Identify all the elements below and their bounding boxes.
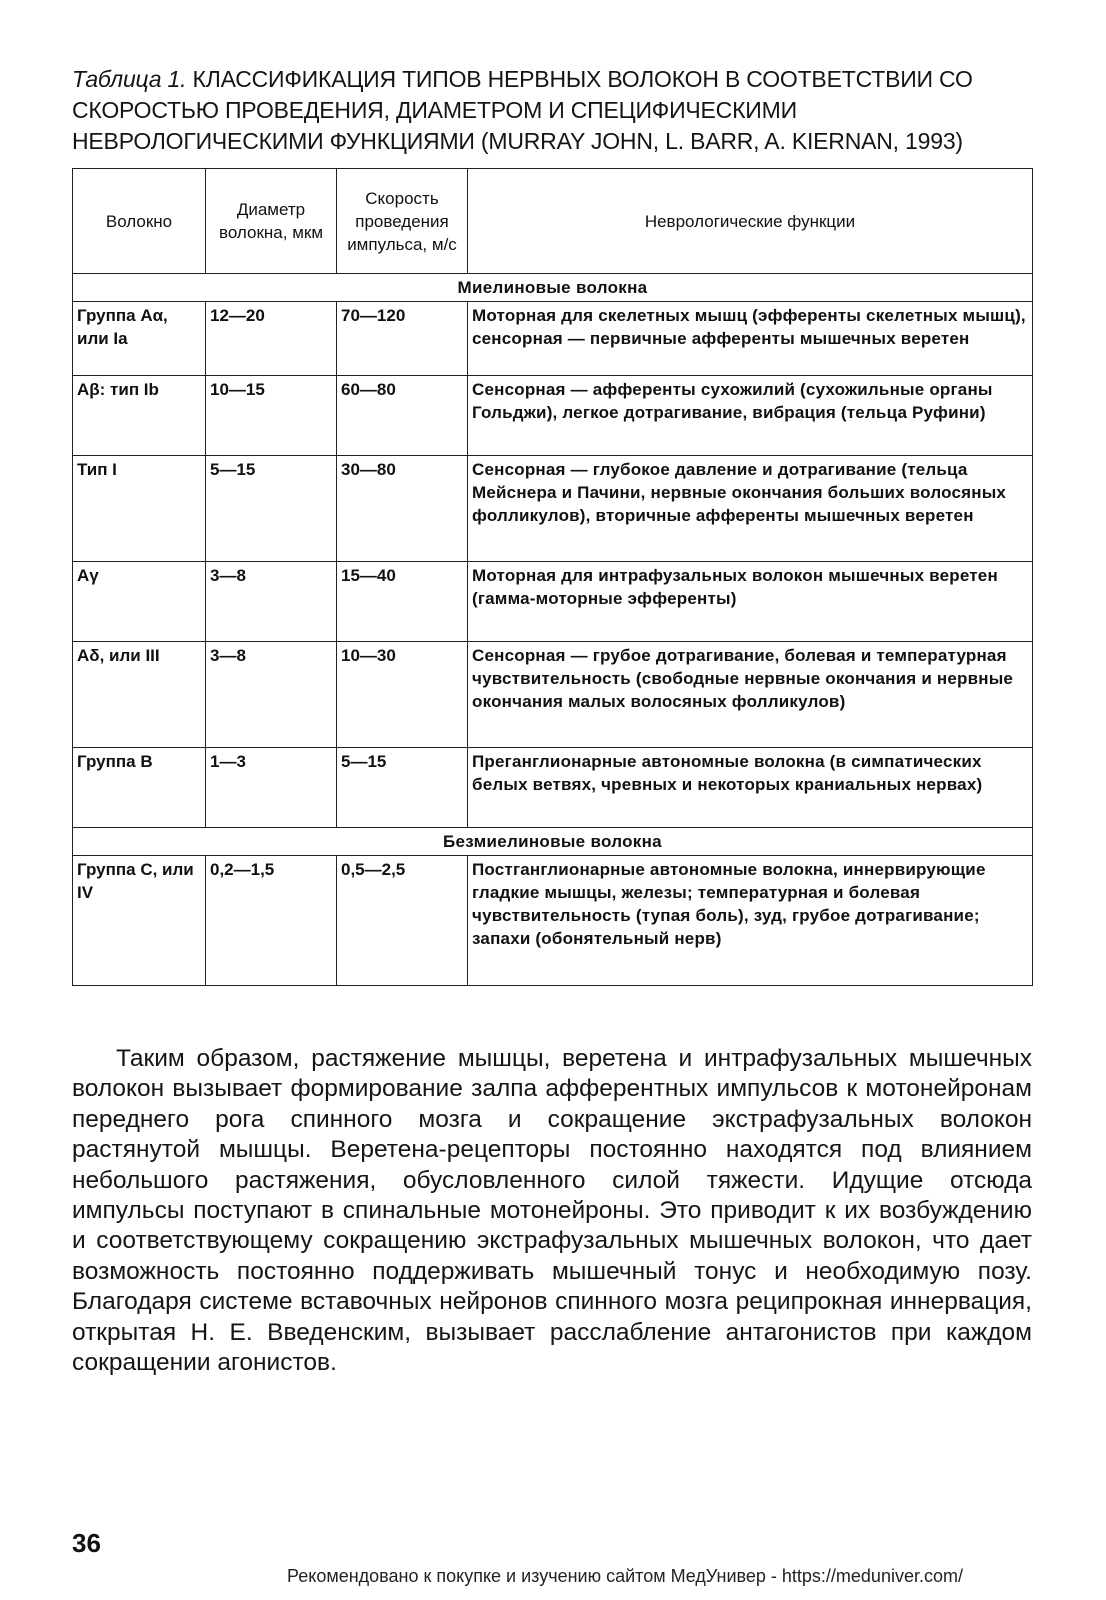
group-row-myelinated [73, 274, 1033, 302]
table-caption [72, 64, 1032, 157]
cell-diameter: 0,2—1,5 [206, 856, 337, 986]
cell-diameter: 1—3 [206, 748, 337, 828]
cell-function: Преганглионарные автономные волокна (в симпатических белых ветвях, чревных и некоторых краниальных нервах) [468, 748, 1033, 828]
body-paragraph [72, 1044, 1032, 1378]
page-number: 36 [72, 1528, 101, 1558]
header-function: Неврологические функции [468, 169, 1033, 274]
paragraph-text: Таким образом, растяжение мышцы, веретена и интрафузальных мышечных волокон вызывает формирование залпа афферентных импульсов к мотонейронам переднего рога спинного мозга и сокращение экстрафузальных волокон растянутой мышцы. Веретена-рецепторы постоянно находятся под влиянием небольшого растяжения, обусловленного силой тяжести. Идущие отсюда импульсы поступают в спинальные мотонейроны. Это приводит к их возбуждению и соответствующему сокращению экстрафузальных мышечных волокон, что дает возможность постоянно поддерживать мышечный тонус и необходимую позу. Благодаря системе вставочных нейронов спинного мозга реципрокная иннервация, открытая Н. Е. Введенским, вызывает расслабление антагонистов при каждом сокращении агонистов. [72, 1045, 1032, 1377]
table-header-row [73, 169, 1033, 274]
nerve-fiber-table [72, 168, 1033, 986]
cell-function: Сенсорная — грубое дотрагивание, болевая и температурная чувствительность (свободные нервные окончания и нервные окончания малых волосяных фолликулов) [468, 642, 1033, 748]
cell-speed: 0,5—2,5 [337, 856, 468, 986]
cell-fiber: Группа В [73, 748, 206, 828]
cell-speed: 5—15 [337, 748, 468, 828]
cell-function: Постганглионарные автономные волокна, иннервирующие гладкие мышцы, железы; температурная и болевая чувствительность (тупая боль), зуд, грубое дотрагивание; запахи (обонятельный нерв) [468, 856, 1033, 986]
cell-speed: 70—120 [337, 302, 468, 376]
table-row [73, 302, 1033, 376]
table-row [73, 642, 1033, 748]
footer-note: Рекомендовано к покупке и изучению сайтом МедУнивер - https://meduniver.com/ [287, 1566, 963, 1586]
header-fiber: Волокно [73, 169, 206, 274]
cell-diameter: 5—15 [206, 456, 337, 562]
group-label-unmyelinated: Безмиелиновые волокна [73, 828, 1033, 856]
cell-function: Моторная для скелетных мышц (эфференты скелетных мышц), сенсорная — первичные афференты мышечных веретен [468, 302, 1033, 376]
cell-diameter: 12—20 [206, 302, 337, 376]
cell-speed: 10—30 [337, 642, 468, 748]
cell-function: Моторная для интрафузальных волокон мышечных веретен (гамма-моторные эфференты) [468, 562, 1033, 642]
cell-fiber: Группа С, или IV [73, 856, 206, 986]
header-diameter: Диаметр волокна, мкм [206, 169, 337, 274]
cell-fiber: Аγ [73, 562, 206, 642]
table-row [73, 456, 1033, 562]
group-row-unmyelinated [73, 828, 1033, 856]
cell-function: Сенсорная — афференты сухожилий (сухожильные органы Гольджи), легкое дотрагивание, вибрация (тельца Руфини) [468, 376, 1033, 456]
cell-speed: 30—80 [337, 456, 468, 562]
table-row [73, 856, 1033, 986]
table-row [73, 562, 1033, 642]
cell-function: Сенсорная — глубокое давление и дотрагивание (тельца Мейснера и Пачини, нервные окончания больших волосяных фолликулов), вторичные афференты мышечных веретен [468, 456, 1033, 562]
header-speed: Скорость проведения импульса, м/с [337, 169, 468, 274]
cell-fiber: Тип I [73, 456, 206, 562]
cell-fiber: Группа Аα, или Ia [73, 302, 206, 376]
cell-diameter: 3—8 [206, 562, 337, 642]
cell-diameter: 10—15 [206, 376, 337, 456]
caption-label: Таблица 1. [72, 66, 187, 92]
cell-diameter: 3—8 [206, 642, 337, 748]
cell-speed: 60—80 [337, 376, 468, 456]
cell-speed: 15—40 [337, 562, 468, 642]
group-label-myelinated: Миелиновые волокна [73, 274, 1033, 302]
cell-fiber: Аδ, или III [73, 642, 206, 748]
table-row [73, 748, 1033, 828]
table-row [73, 376, 1033, 456]
cell-fiber: Аβ: тип Ib [73, 376, 206, 456]
caption-title: КЛАССИФИКАЦИЯ ТИПОВ НЕРВНЫХ ВОЛОКОН В СООТВЕТСТВИИ СО СКОРОСТЬЮ ПРОВЕДЕНИЯ, ДИАМЕТРОМ И СПЕЦИФИЧЕСКИМИ НЕВРОЛОГИЧЕСКИМИ ФУНКЦИЯМИ (MURRAY JOHN, L. BARR, A. KIERNAN, 1993) [72, 66, 973, 154]
